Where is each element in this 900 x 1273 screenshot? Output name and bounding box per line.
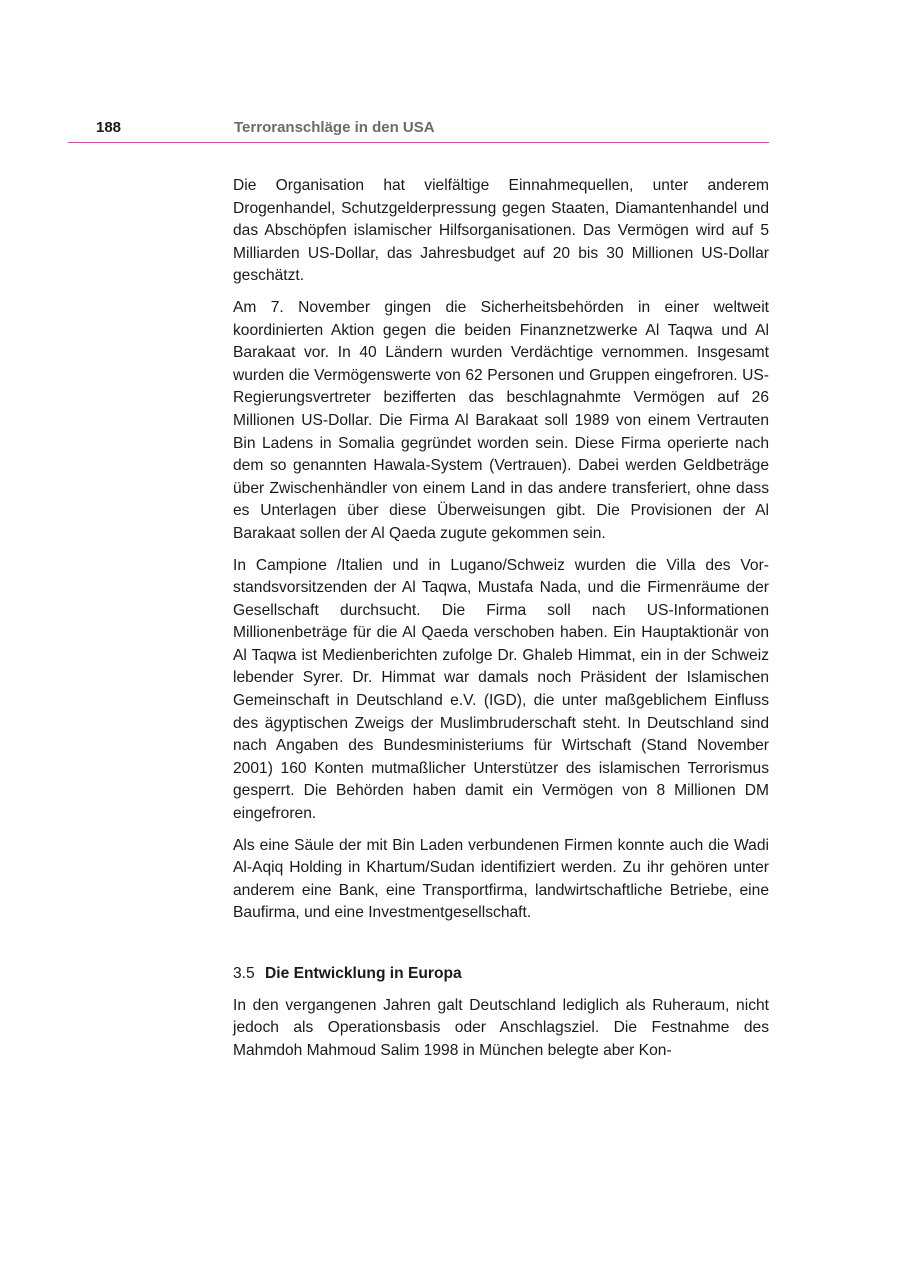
body-text — [233, 175, 769, 1071]
paragraph-europe: In den vergangenen Jahren galt Deutschland lediglich als Ruheraum, nicht jedoch als Operationsbasis oder Anschlagsziel. Die Festnahme des Mahmdoh Mahmoud Salim 1998 in München belegte aber Kon- — [233, 996, 769, 1059]
page-number: 188 — [96, 119, 122, 136]
section-title: Die Entwicklung in Europa — [265, 965, 462, 982]
paragraph-november-action: Am 7. November gingen die Sicherheitsbehörden in einer weltweit koordinierten Aktion gegen die beiden Finanznetzwerke Al Taqwa und Al Barakaat vor. In 40 Ländern wurden Verdächtige vernommen. Insgesamt wurden die Vermögenswerte von 62 Personen und Gruppen eingefroren. US-Regierungsvertreter bezifferten das beschlagnahmte Vermögen auf 26 Millionen US-Dollar. Die Firma Al Barakaat soll 1989 von einem Vertrauten Bin Ladens in Somalia gegründet worden sein. Diese Firma operierte nach dem so genannten Hawala-System (Vertrauen). Dabei werden Geldbeträge über Zwischenhändler von einem Land in das andere transferiert, ohne dass es Unterlagen über diese Überweisungen gibt. Die Provisionen der Al Barakaat sollen der Al Qaeda zugute gekommen sein. — [233, 298, 769, 542]
section-number: 3.5 — [233, 965, 255, 982]
running-title: Terroranschläge in den USA — [234, 119, 435, 136]
paragraph-wadi-al-aqiq: Als eine Säule der mit Bin Laden verbundenen Firmen konnte auch die Wadi Al-Aqiq Holding in Khartum/Sudan identifiziert werden. Zu ihr gehören unter anderem eine Bank, eine Transportfirma, landwirtschaftliche Betriebe, eine Baufirma, und eine Investmentgesellschaft. — [233, 836, 769, 922]
paragraph-funding-sources: Die Organisation hat vielfältige Einnahmequellen, unter anderem Drogenhandel, Schutzgelderpressung gegen Staaten, Diamantenhandel und das Abschöpfen islamischer Hilfsorganisationen. Das Vermögen wird auf 5 Milliarden US-Dollar, das Jahresbudget auf 20 bis 30 Millionen US-Dollar geschätzt. — [233, 177, 769, 285]
page-header — [68, 116, 769, 143]
section-heading — [233, 963, 769, 986]
paragraph-campione-lugano: In Campione /Italien und in Lugano/Schweiz wurden die Villa des Vorstandsvorsitzenden der Al Taqwa, Mustafa Nada, und die Firmenräume der Gesellschaft durchsucht. Die Firma soll nach US-Informationen Millionenbeträge für die Al Qaeda verschoben haben. Ein Hauptaktionär von Al Taqwa ist Medienberichten zufolge Dr. Ghaleb Himmat, ein in der Schweiz lebender Syrer. Dr. Himmat war damals noch Präsident der Islamischen Gemeinschaft in Deutschland e.V. (IGD), die unter maßgeblichem Einfluss des ägyptischen Zweigs der Muslimbruderschaft steht. In Deutschland sind nach Angaben des Bundesministeriums für Wirtschaft (Stand November 2001) 160 Konten mutmaßlicher Unterstützer des islamischen Terrorismus gesperrt. Die Behörden haben damit ein Vermögen von 8 Millionen DM eingefroren. — [233, 556, 769, 823]
